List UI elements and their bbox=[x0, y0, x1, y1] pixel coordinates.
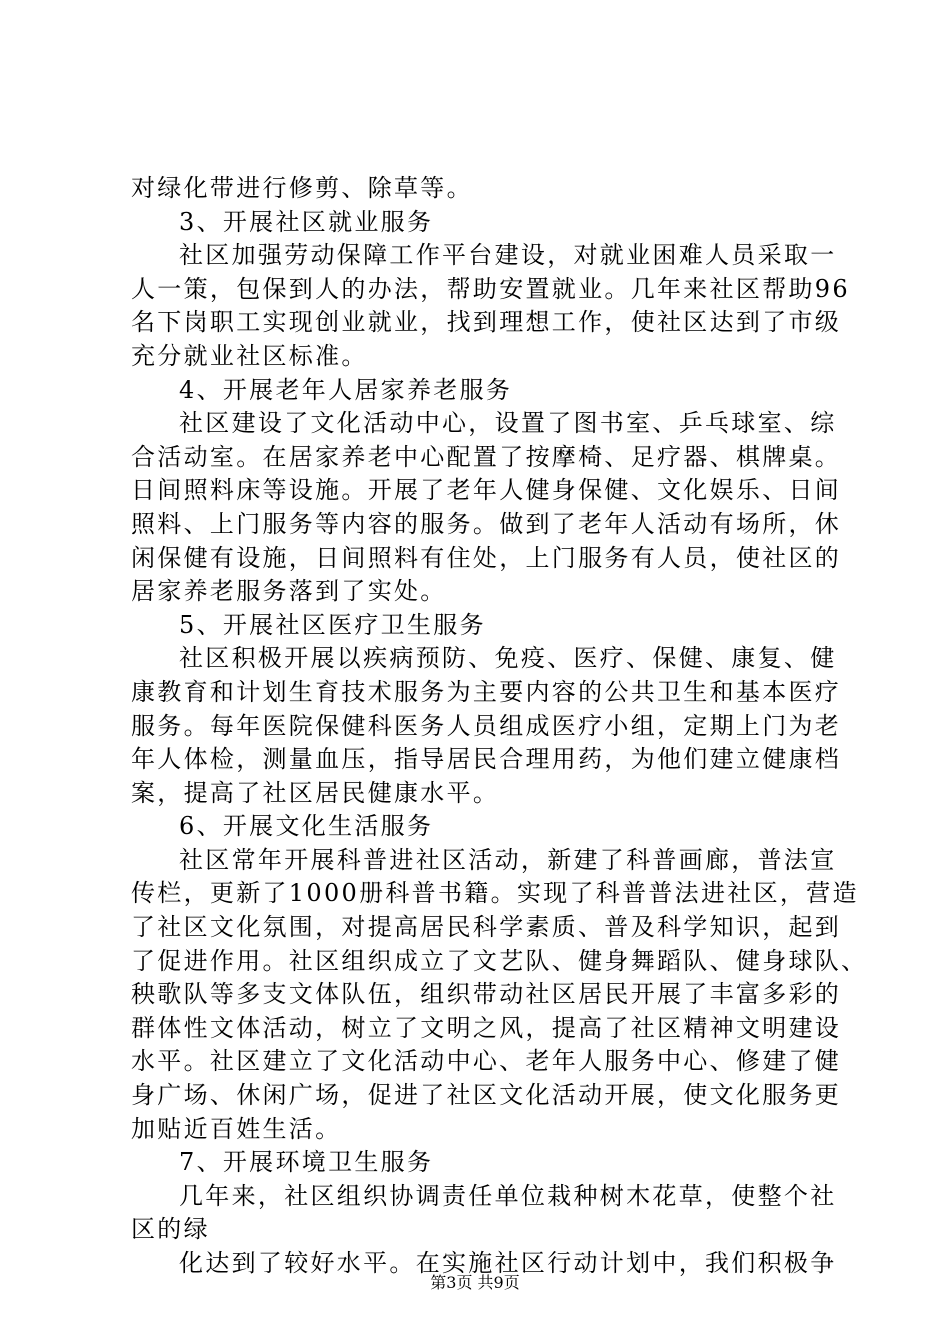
paragraph-line: 名下岗职工实现创业就业，找到理想工作，使社区达到了市级 bbox=[131, 308, 842, 337]
section-heading: 3、开展社区就业服务 bbox=[179, 207, 434, 236]
paragraph-line: 传栏，更新了1000册科普书籍。实现了科普普法进社区，营造 bbox=[131, 879, 859, 908]
paragraph-line: 了社区文化氛围，对提高居民科学素质、普及科学知识，起到 bbox=[131, 913, 842, 942]
paragraph-line: 秧歌队等多支文体队伍，组织带动社区居民开展了丰富多彩的 bbox=[131, 980, 842, 1009]
paragraph-line: 合活动室。在居家养老中心配置了按摩椅、足疗器、棋牌桌。 bbox=[131, 442, 842, 471]
paragraph-line: 案，提高了社区居民健康水平。 bbox=[131, 778, 500, 807]
paragraph-line: 日间照料床等设施。开展了老年人健身保健、文化娱乐、日间 bbox=[131, 476, 842, 505]
paragraph-line: 几年来，社区组织协调责任单位栽种树木花草，使整个社 bbox=[179, 1181, 837, 1210]
paragraph-line: 加贴近百姓生活。 bbox=[131, 1114, 342, 1143]
paragraph-line: 社区建设了文化活动中心，设置了图书室、乒乓球室、综 bbox=[179, 409, 837, 438]
page-footer bbox=[0, 1271, 950, 1295]
paragraph-line: 对绿化带进行修剪、除草等。 bbox=[131, 174, 473, 202]
paragraph-line: 身广场、休闲广场，促进了社区文化活动开展，使文化服务更 bbox=[131, 1081, 842, 1110]
paragraph-line: 水平。社区建立了文化活动中心、老年人服务中心、修建了健 bbox=[131, 1047, 842, 1076]
paragraph-line: 居家养老服务落到了实处。 bbox=[131, 577, 447, 606]
paragraph-line: 区的绿 bbox=[131, 1215, 210, 1244]
paragraph-line: 社区常年开展科普进社区活动，新建了科普画廊，普法宣 bbox=[179, 845, 837, 874]
paragraph-line: 化达到了较好水平。在实施社区行动计划中，我们积极争 bbox=[179, 1249, 837, 1277]
paragraph-line: 照料、上门服务等内容的服务。做到了老年人活动有场所，休 bbox=[131, 509, 842, 538]
section-heading: 6、开展文化生活服务 bbox=[179, 812, 434, 841]
paragraph-line: 充分就业社区标准。 bbox=[131, 341, 368, 370]
paragraph-line: 群体性文体活动，树立了文明之风，提高了社区精神文明建设 bbox=[131, 1013, 842, 1042]
paragraph-line: 康教育和计划生育技术服务为主要内容的公共卫生和基本医疗 bbox=[131, 677, 842, 706]
paragraph-line: 年人体检，测量血压，指导居民合理用药，为他们建立健康档 bbox=[131, 745, 842, 774]
section-heading: 4、开展老年人居家养老服务 bbox=[179, 375, 513, 404]
section-heading: 5、开展社区医疗卫生服务 bbox=[179, 610, 486, 639]
paragraph-line: 社区加强劳动保障工作平台建设，对就业困难人员采取一 bbox=[179, 241, 837, 270]
document-body bbox=[131, 172, 868, 1281]
paragraph-line: 人一策，包保到人的办法，帮助安置就业。几年来社区帮助96 bbox=[131, 274, 850, 303]
paragraph-line: 闲保健有设施，日间照料有住处，上门服务有人员，使社区的 bbox=[131, 543, 842, 572]
section-heading: 7、开展环境卫生服务 bbox=[179, 1148, 434, 1177]
paragraph-line: 社区积极开展以疾病预防、免疫、医疗、保健、康复、健 bbox=[179, 644, 837, 673]
paragraph-line: 服务。每年医院保健科医务人员组成医疗小组，定期上门为老 bbox=[131, 711, 842, 740]
page-number: 第3页 共9页 bbox=[430, 1273, 520, 1292]
paragraph-line: 了促进作用。社区组织成立了文艺队、健身舞蹈队、健身球队、 bbox=[131, 946, 868, 975]
